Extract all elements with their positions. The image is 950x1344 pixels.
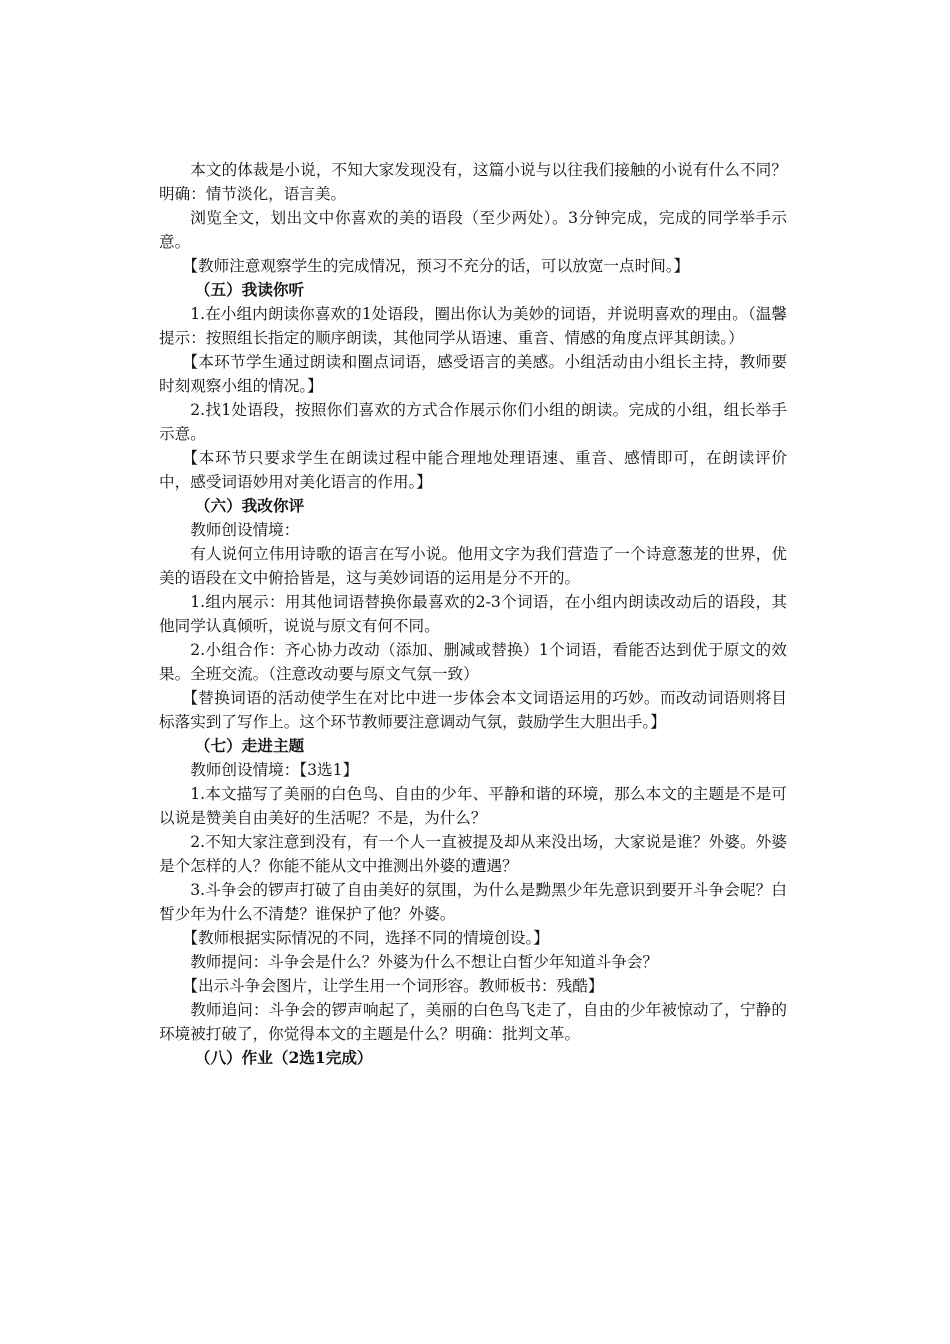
para-novel-genre: 本文的体裁是小说，不知大家发现没有，这篇小说与以往我们接触的小说有什么不同？明确：情节淡化，语言美。 <box>159 161 787 203</box>
para-theme-1: 1.本文描写了美丽的白色鸟、自由的少年、平静和谐的环境，那么本文的主题是不是可以说是赞美自由美好的生活呢？不是，为什么？ <box>159 785 787 827</box>
document-page <box>159 158 787 1070</box>
para-teacher-followup: 教师追问：斗争会的锣声响起了，美丽的白色鸟飞走了，自由的少年被惊动了，宁静的环境被打破了，你觉得本文的主题是什么？明确：批判文革。 <box>159 1001 787 1043</box>
para-teacher-scenario-6: 教师创设情境： <box>190 521 300 539</box>
para-poetic-language: 有人说何立伟用诗歌的语言在写小说。他用文字为我们营造了一个诗意葱茏的世界，优美的语段在文中俯拾皆是，这与美妙词语的运用是分不开的。 <box>159 545 787 587</box>
note-teacher-observe: 【教师注意观察学生的完成情况，预习不充分的话，可以放宽一点时间。】 <box>182 257 690 275</box>
note-theme: 【教师根据实际情况的不同，选择不同的情境创设。】 <box>182 929 549 947</box>
para-edit-1: 1.组内展示：用其他词语替换你最喜欢的2-3个词语，在小组内朗读改动后的语段，其他同学认真倾听，说说与原文有何不同。 <box>159 593 787 635</box>
note-read-1: 【本环节学生通过朗读和圈点词语，感受语言的美感。小组活动由小组长主持，教师要时刻观察小组的情况。】 <box>159 353 787 395</box>
section-heading-8: （八）作业（2选1完成） <box>194 1048 373 1067</box>
section-heading-6: （六）我改你评 <box>194 496 305 515</box>
para-teacher-question: 教师提问：斗争会是什么？外婆为什么不想让白皙少年知道斗争会？ <box>190 953 659 971</box>
para-read-2: 2.找1处语段，按照你们喜欢的方式合作展示你们小组的朗读。完成的小组，组长举手示意。 <box>159 401 787 443</box>
para-theme-2: 2.不知大家注意到没有，有一个人一直被提及却从来没出场，大家说是谁？外婆。外婆是个怎样的人？你能不能从文中推测出外婆的遭遇？ <box>159 833 787 875</box>
para-teacher-scenario-7: 教师创设情境：【3选1】 <box>190 761 359 779</box>
para-browse-task: 浏览全文，划出文中你喜欢的美的语段（至少两处）。3分钟完成，完成的同学举手示意。 <box>159 209 787 251</box>
section-heading-7: （七）走进主题 <box>194 736 305 755</box>
note-show-picture: 【出示斗争会图片，让学生用一个词形容。教师板书：残酷】 <box>182 977 604 995</box>
para-edit-2: 2.小组合作：齐心协力改动（添加、删减或替换）1个词语，看能否达到优于原文的效果。全班交流。（注意改动要与原文气氛一致） <box>159 641 787 683</box>
note-edit: 【替换词语的活动使学生在对比中进一步体会本文词语运用的巧妙。而改动词语则将目标落实到了写作上。这个环节教师要注意调动气氛，鼓励学生大胆出手。】 <box>159 689 787 731</box>
para-read-1: 1.在小组内朗读你喜欢的1处语段，圈出你认为美妙的词语，并说明喜欢的理由。（温馨提示：按照组长指定的顺序朗读，其他同学从语速、重音、情感的角度点评其朗读。） <box>159 305 787 347</box>
note-read-2: 【本环节只要求学生在朗读过程中能合理地处理语速、重音、感情即可，在朗读评价中，感受词语妙用对美化语言的作用。】 <box>159 449 787 491</box>
section-heading-5: （五）我读你听 <box>194 280 305 299</box>
para-theme-3: 3.斗争会的锣声打破了自由美好的氛围，为什么是黝黑少年先意识到要开斗争会呢？白皙少年为什么不清楚？谁保护了他？外婆。 <box>159 881 787 923</box>
